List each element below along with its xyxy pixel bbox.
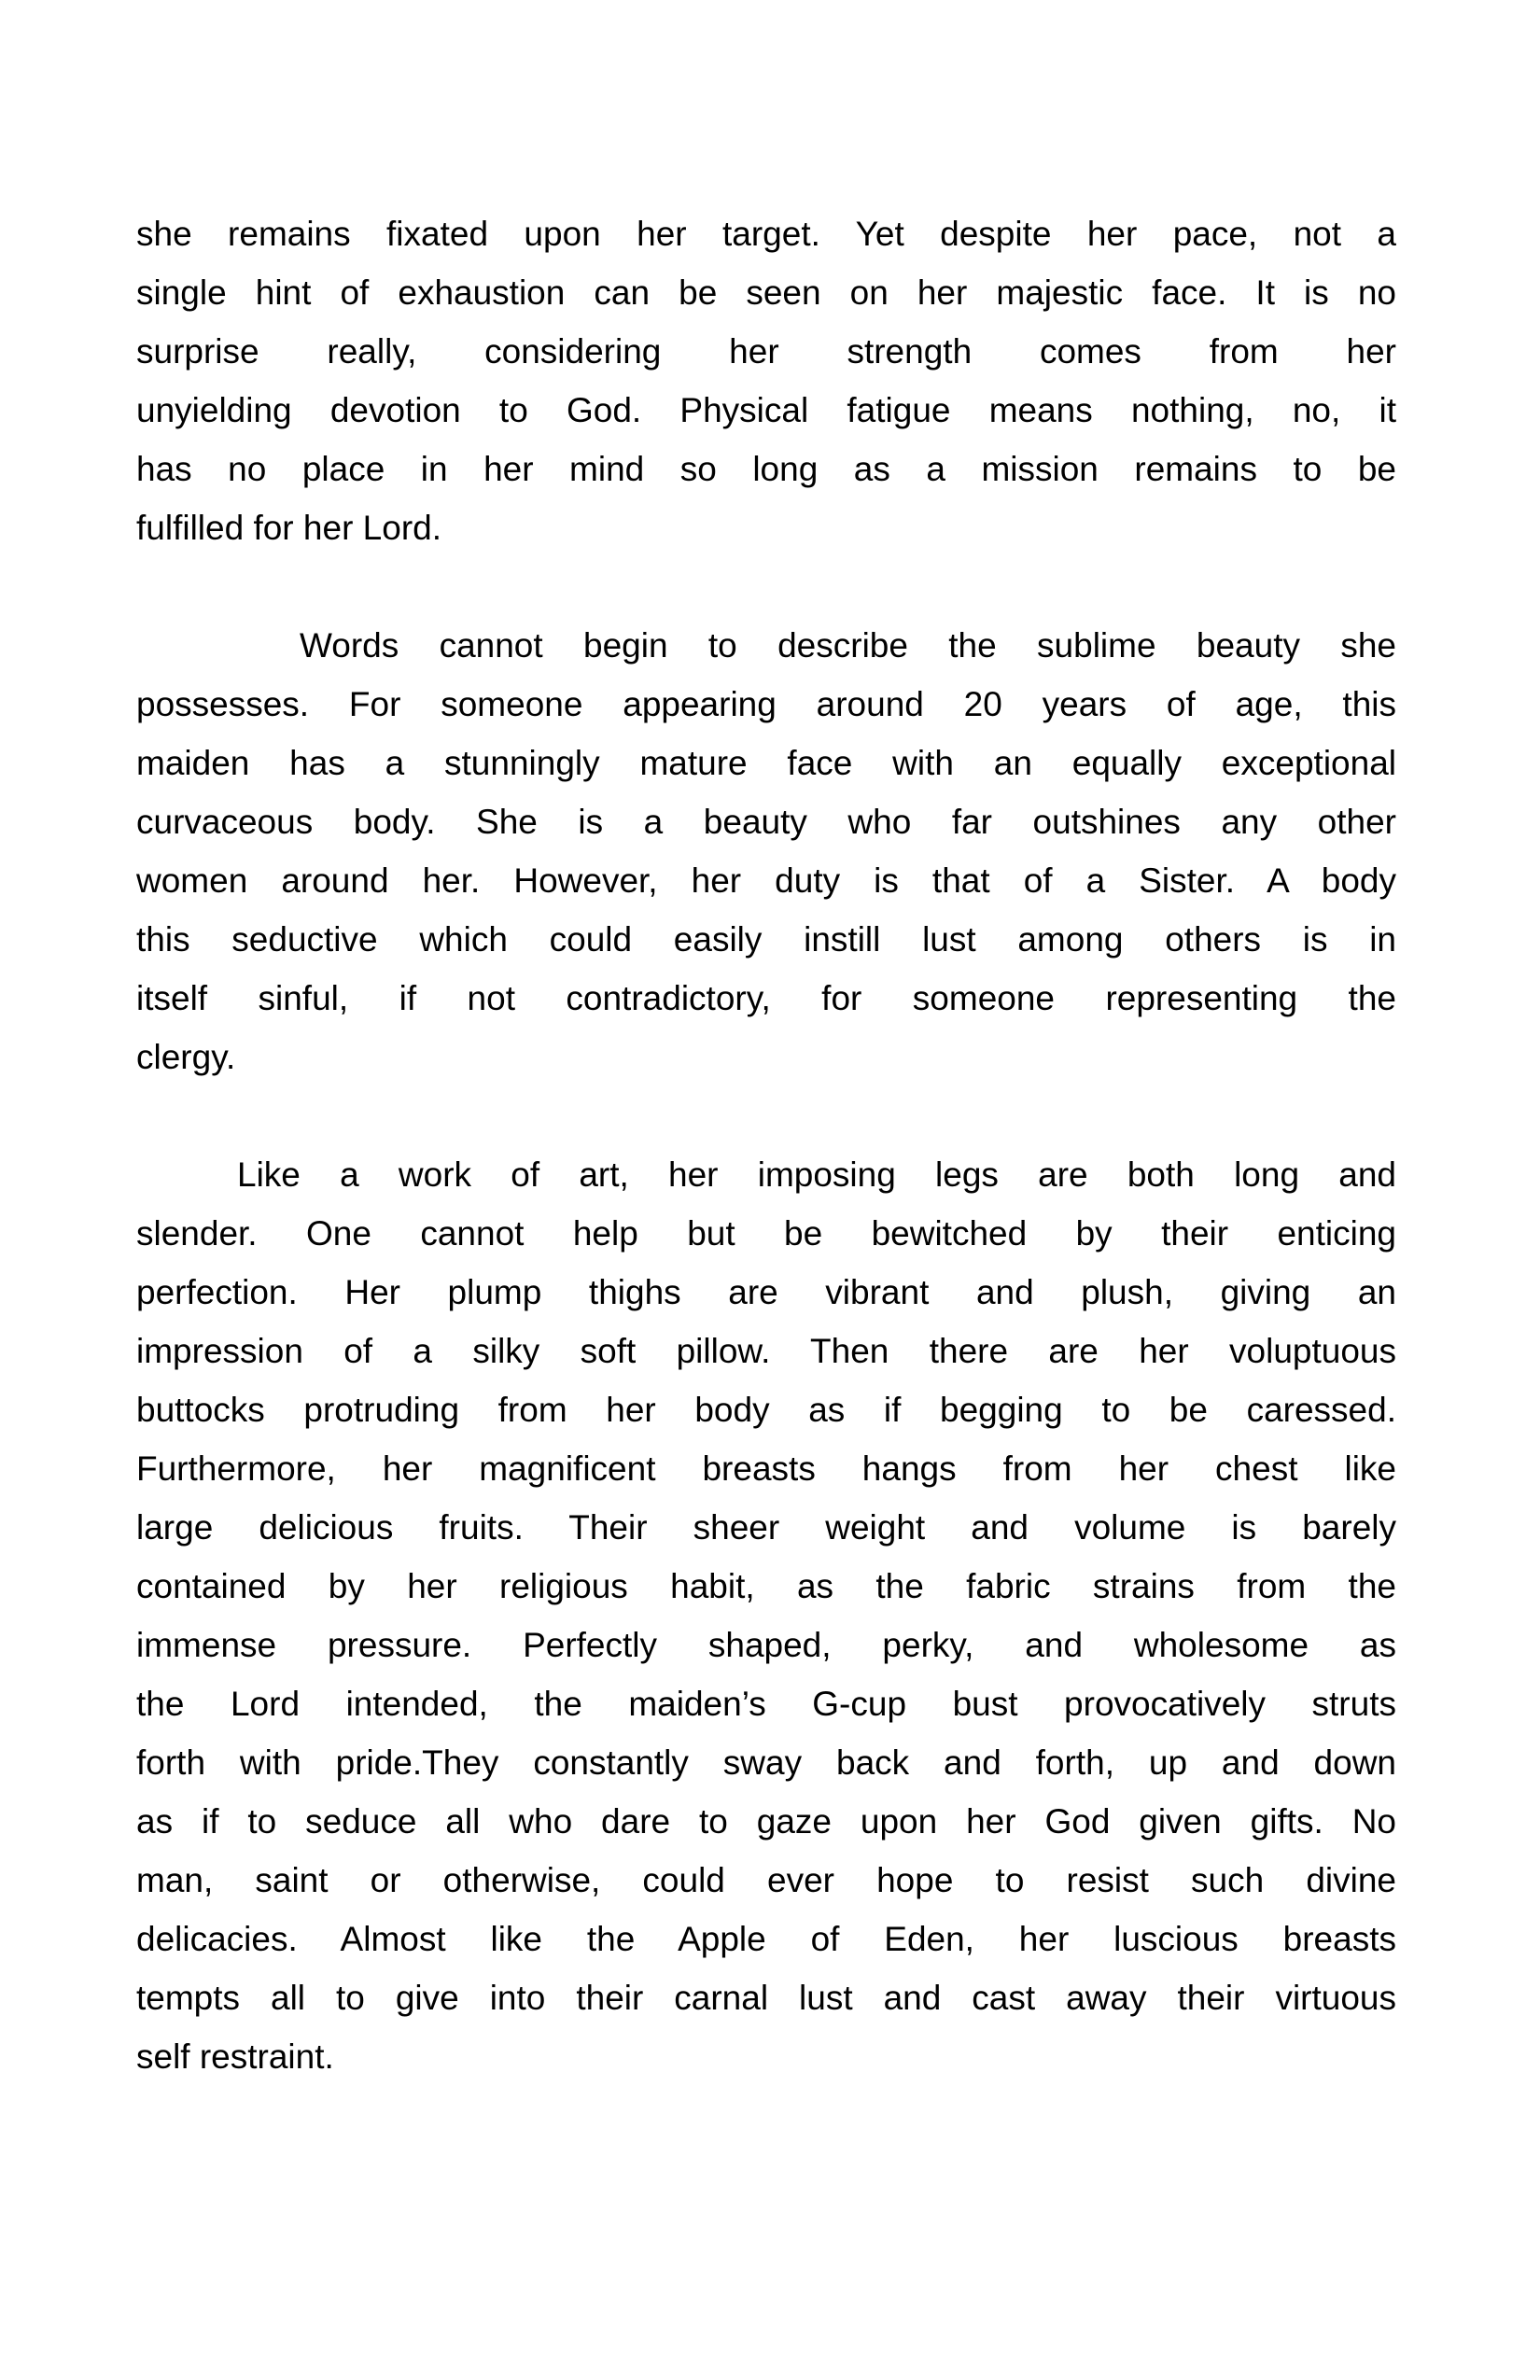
text-line: the Lord intended, the maiden’s G-cup bust provocatively struts	[136, 1685, 1396, 1723]
text-line: large delicious fruits. Their sheer weight and volume is barely	[136, 1508, 1396, 1547]
paragraph	[136, 204, 1396, 557]
text-line: surprise really, considering her strength comes from her	[136, 332, 1396, 371]
text-line: impression of a silky soft pillow. Then there are her voluptuous	[136, 1332, 1396, 1370]
text-line: man, saint or otherwise, could ever hope to resist such divine	[136, 1861, 1396, 1899]
text-line: this seductive which could easily instill lust among others is in	[136, 920, 1396, 959]
text-line: she remains fixated upon her target. Yet despite her pace, not a	[136, 215, 1396, 253]
text-line: single hint of exhaustion can be seen on her majestic face. It is no	[136, 273, 1396, 312]
text-line: possesses. For someone appearing around 20 years of age, this	[136, 685, 1396, 723]
text-line: maiden has a stunningly mature face with an equally exceptional	[136, 744, 1396, 782]
text-line: self restraint.	[136, 2037, 334, 2076]
text-line: women around her. However, her duty is that of a Sister. A body	[136, 861, 1396, 900]
text-line: tempts all to give into their carnal lust and cast away their virtuous	[136, 1979, 1396, 2017]
text-line: slender. One cannot help but be bewitched by their enticing	[136, 1214, 1396, 1253]
text-line: Words cannot begin to describe the sublime beauty she	[300, 626, 1396, 665]
text-line: unyielding devotion to God. Physical fatigue means nothing, no, it	[136, 391, 1396, 429]
paragraph	[136, 616, 1396, 1086]
text-line: fulfilled for her Lord.	[136, 509, 442, 547]
text-line: delicacies. Almost like the Apple of Eden, her luscious breasts	[136, 1920, 1396, 1958]
text-line: itself sinful, if not contradictory, for someone representing the	[136, 979, 1396, 1017]
text-line: Furthermore, her magnificent breasts hangs from her chest like	[136, 1449, 1396, 1488]
text-line: buttocks protruding from her body as if begging to be caressed.	[136, 1391, 1396, 1429]
text-line: perfection. Her plump thighs are vibrant and plush, giving an	[136, 1273, 1396, 1311]
text-line: Like a work of art, her imposing legs are both long and	[237, 1155, 1396, 1194]
text-line: clergy.	[136, 1038, 236, 1076]
paragraph	[136, 1145, 1396, 2086]
text-line: as if to seduce all who dare to gaze upon her God given gifts. No	[136, 1802, 1396, 1841]
text-line: forth with pride.They constantly sway back and forth, up and down	[136, 1743, 1396, 1782]
text-line: contained by her religious habit, as the fabric strains from the	[136, 1567, 1396, 1605]
text-line: curvaceous body. She is a beauty who far outshines any other	[136, 803, 1396, 841]
text-line: has no place in her mind so long as a mission remains to be	[136, 450, 1396, 488]
text-line: immense pressure. Perfectly shaped, perky, and wholesome as	[136, 1626, 1396, 1664]
